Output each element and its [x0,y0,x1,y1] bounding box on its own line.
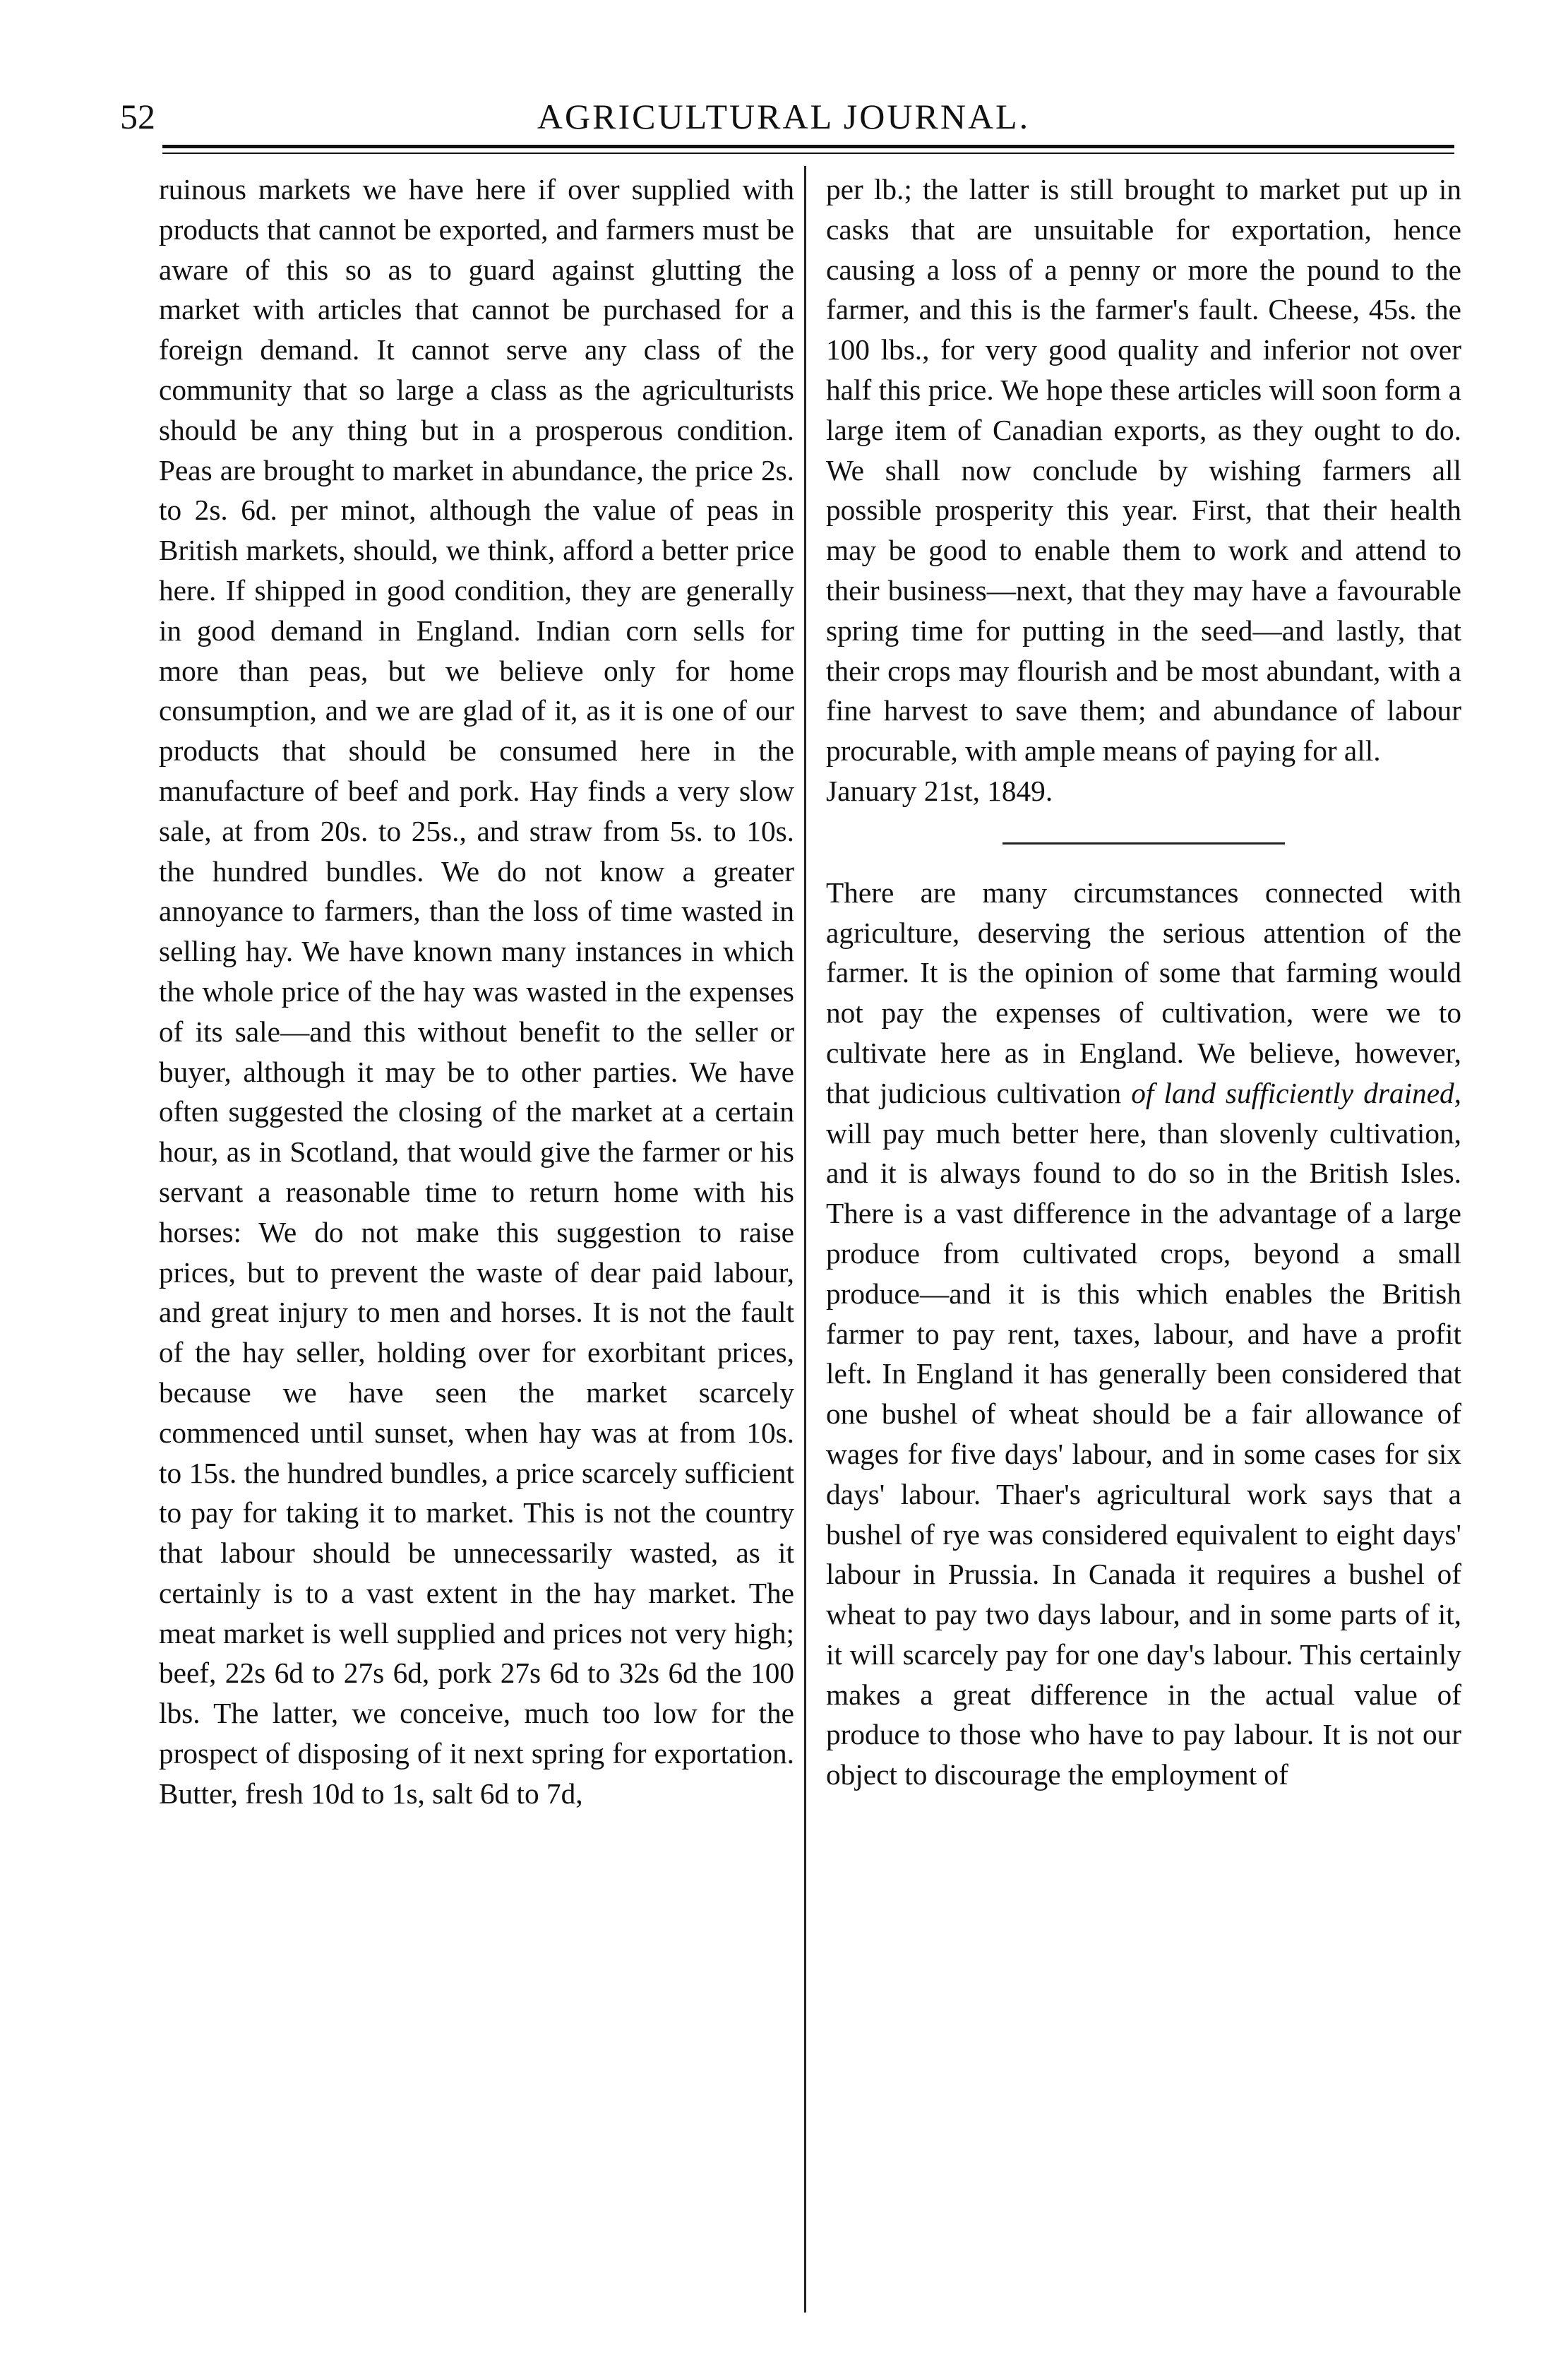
left-column-text: ruinous markets we have here if over supplied with products that cannot be exported, and farmers must be aware of this so as to guard against glutting the market with articles that cannot be purchased for a foreign demand. It cannot serve any class of the community that so large a class as the agriculturists should be any thing but in a prosperous condition. Peas are brought to market in abundance, the price 2s. to 2s. 6d. per minot, although the value of peas in British markets, should, we think, afford a better price here. If shipped in good condition, they are generally in good demand in England. Indian corn sells for more than peas, but we believe only for home consumption, and we are glad of it, as it is one of our products that should be consumed here in the manufacture of beef and pork. Hay finds a very slow sale, at from 20s. to 25s., and straw from 5s. to 10s. the hundred bundles. We do not know a greater annoyance to farmers, than the loss of time wasted in selling hay. We have known many instances in which the whole price of the hay was wasted in the expenses of its sale—and this without benefit to the seller or buyer, although it may be to other parties. We have often suggested the closing of the market at a certain hour, as in Scotland, that would give the farmer or his servant a reasonable time to return home with his horses: We do not make this suggestion to raise prices, but to prevent the waste of dear paid labour, and great injury to men and horses. It is not the fault of the hay seller, holding over for exorbitant prices, because we have seen the market scarcely commenced until sunset, when hay was at from 10s. to 15s. the hundred bundles, a price scarcely sufficient to pay for taking it to market. This is not the country that labour should be unnecessarily wasted, as it certainly is to a vast extent in the hay market. The meat market is well supplied and prices not very high; beef, 22s 6d to 27s 6d, pork 27s 6d to 32s 6d the 100 lbs. The latter, we conceive, much too low for the prospect of disposing of it next spring for exportation. Butter, fresh 10d to 1s, salt 6d to 7d, [159,173,794,1810]
continuation-paragraph: per lb.; the latter is still brought to market put up in casks that are unsuitable for exportation, hence causing a loss of a penny or more the pound to the farmer, and this is the farmer's fault. Cheese, 45s. the 100 lbs., for very good quality and inferior not over half this price. We hope these articles will soon form a large item of Canadian exports, as they ought to do. We shall now conclude by wishing farmers all possible prosperity this year. First, that their health may be good to enable them to work and attend to their business—next, that they may have a favourable spring time for putting in the seed—and lastly, that their crops may flourish and be most abundant, with a fine harvest to save them; and abundance of labour procurable, with ample means of paying for all. [826,173,1461,768]
header-rule-thin [162,153,1454,154]
article-text-start: There are many circumstances connected with agriculture, deserving the serious attention of the farmer. It is the opinion of some that farming would not pay the expenses of cultivation, were we to cultivate here as in England. We believe, however, that judicious cultivation [826,876,1461,1109]
article-paragraph [826,873,1461,1795]
left-column [159,169,794,1814]
header-rule-thick [162,145,1454,148]
page-number: 52 [120,97,155,136]
page-header [106,92,1461,141]
article-italic-phrase: of land sufficiently drained, [1131,1076,1461,1109]
article-separator-rule [1003,842,1285,845]
running-title: AGRICULTURAL JOURNAL. [537,97,1031,136]
article-text-end: will pay much better here, than slovenly cultivation, and it is always found to do so in the British Isles. There is a vast difference in the advantage of a large produce from cultivated crops, beyond a small produce—and it is this which enables the British farmer to pay rent, taxes, labour, and have a profit left. In England it has generally been considered that one bushel of wheat should be a fair allowance of wages for five days' labour, and in some cases for six days' labour. Thaer's agricultural work says that a bushel of rye was considered equivalent to eight days' labour in Prussia. In Canada it requires a bushel of wheat to pay two days labour, and in some parts of it, it will scarcely pay for one day's labour. This certainly makes a great difference in the actual value of produce to those who have to pay labour. It is not our object to discourage the employment of [826,1116,1461,1791]
right-column [826,169,1461,1795]
dateline: January 21st, 1849. [826,774,1053,807]
column-divider [804,166,806,2313]
